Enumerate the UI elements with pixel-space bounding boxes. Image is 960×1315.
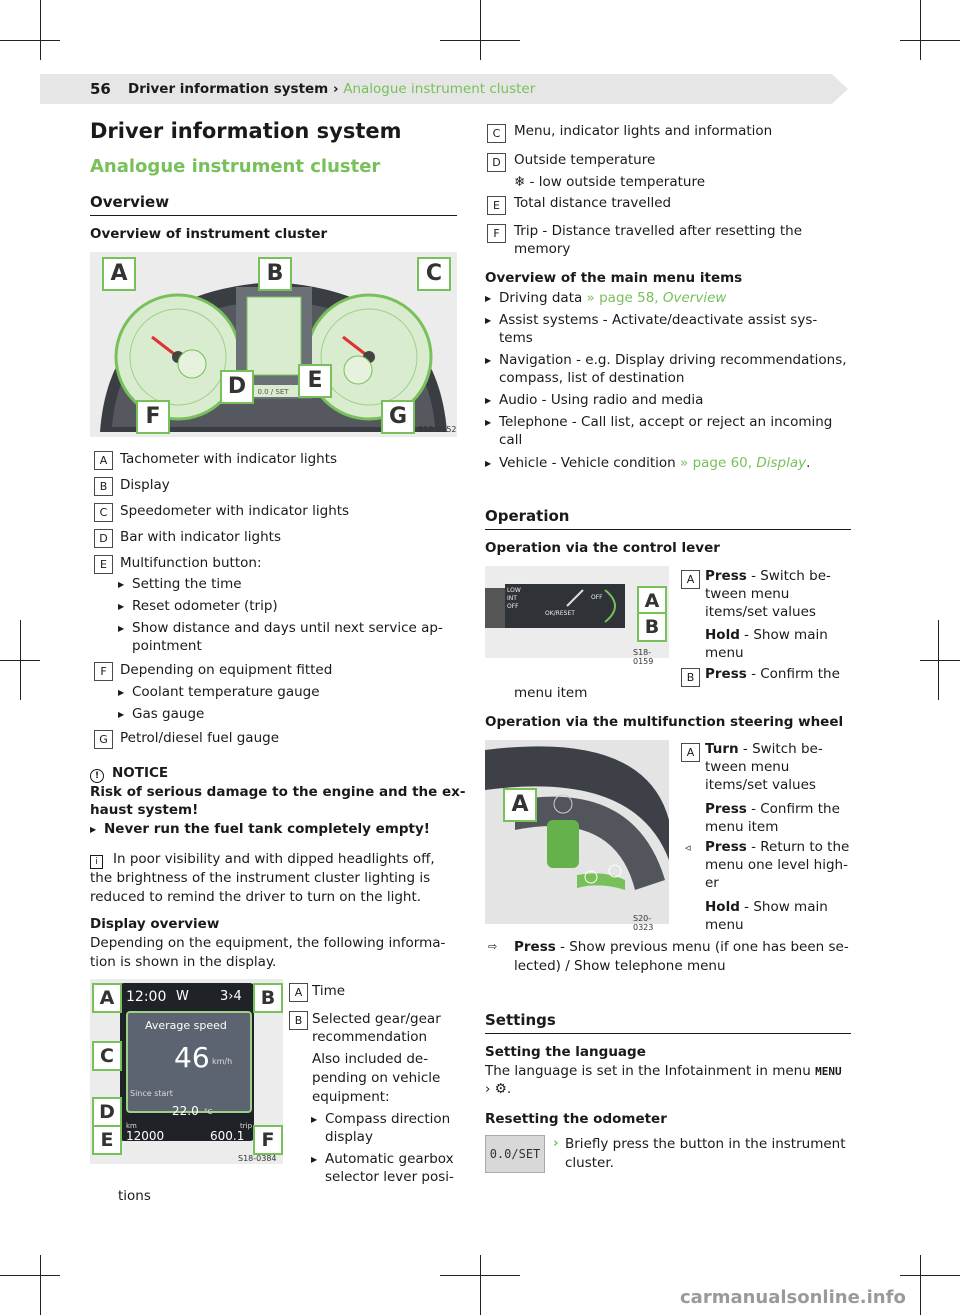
lever-label: HIGH — [507, 579, 523, 586]
legend-text-e: Total distance travelled — [514, 195, 672, 211]
legend-text-c: Speedometer with indicator lights — [120, 503, 350, 519]
menu-item-continued: tems — [499, 330, 533, 346]
display-image — [90, 979, 283, 1164]
legend-key-a: A — [94, 451, 113, 470]
breadcrumb-main[interactable]: Driver information system — [128, 81, 329, 97]
hold-label: Hold — [705, 627, 740, 643]
menu-item-label: Vehicle - Vehicle condition — [499, 455, 676, 471]
list-item: ▶ Coolant temperature gauge — [132, 683, 320, 702]
notice-icon: ! — [90, 769, 104, 783]
page-link[interactable]: » page 60, — [675, 455, 753, 471]
image-code: S18-0152 — [418, 425, 457, 434]
lever-b-tail: menu item — [514, 685, 588, 701]
wheel-turn-line: - Switch be- — [738, 741, 823, 757]
callout-d: D — [92, 1097, 122, 1127]
avg-speed-value: 46 — [174, 1041, 210, 1074]
callout-g: G — [381, 400, 415, 434]
watermark[interactable]: carmanualsonline.info — [680, 1287, 906, 1308]
language-heading: Setting the language — [485, 1044, 646, 1060]
wheel-turn-line: tween menu — [705, 759, 790, 775]
reset-button[interactable]: 0.0/SET — [485, 1135, 545, 1173]
list-item: ▶ Automatic gearbox — [325, 1150, 454, 1169]
phone-line: - Show previous menu (if one has been se- — [555, 939, 849, 955]
lever-hold-line: - Show main — [739, 627, 828, 643]
callout-d: D — [220, 370, 254, 404]
info-box — [90, 850, 435, 907]
wheel-back-line: er — [705, 875, 719, 891]
legend-key-b: B — [681, 668, 700, 687]
menu-item-end: . — [806, 455, 811, 471]
turn-label: Turn — [705, 741, 739, 757]
lever-a-line: items/set values — [705, 604, 816, 620]
lever-b-line: - Confirm the — [746, 666, 840, 682]
menu-item-label: Driving data — [499, 290, 583, 306]
list-item: ▶ Setting the time — [132, 575, 242, 594]
display-time: 12:00 — [126, 989, 167, 1005]
also-line: pending on vehicle — [312, 1070, 441, 1086]
legend-key-a: A — [681, 743, 700, 762]
legend-text-e: Multifunction button: — [120, 555, 262, 571]
lever-labels — [507, 579, 522, 611]
image-code: S18-0384 — [238, 1154, 277, 1163]
legend-text-a: Tachometer with indicator lights — [120, 451, 338, 467]
list-item: ▶ Show distance and days until next service ap- — [132, 619, 443, 638]
page-title: Driver information system — [90, 119, 402, 143]
list-item-continued: pointment — [132, 638, 202, 654]
settings-heading: Settings — [485, 1011, 851, 1034]
trip-label: trip — [240, 1122, 253, 1130]
menu-item-vehicle — [499, 454, 810, 473]
wheel-back-text — [705, 838, 849, 857]
legend-text-d: Outside temperature — [514, 152, 656, 168]
lever-hold-line: menu — [705, 645, 744, 661]
wheel-press-text — [705, 800, 840, 819]
legend-key-e: E — [94, 555, 113, 574]
display-gear: 3›4 — [220, 989, 242, 1004]
legend-text-g: Petrol/diesel fuel gauge — [120, 730, 280, 746]
display-overview-line: tion is shown in the display. — [90, 954, 277, 970]
section-title: Analogue instrument cluster — [90, 156, 381, 177]
outside-temp: 22.0 — [172, 1104, 199, 1118]
notice-box — [90, 764, 466, 819]
language-tail: › ⚙. — [485, 1081, 512, 1097]
legend-key-d: D — [94, 529, 113, 548]
odometer-heading: Resetting the odometer — [485, 1111, 667, 1127]
wheel-drawing — [485, 740, 669, 924]
legend-key-c: C — [487, 124, 506, 143]
language-line: The language is set in the Infotainment in menu — [485, 1063, 811, 1079]
compass-icon: W — [176, 989, 189, 1004]
legend-key-e: E — [487, 196, 506, 215]
gear-icon: ⚙ — [494, 1081, 507, 1097]
press-label: Press — [705, 666, 747, 682]
wheel-turn-text — [705, 740, 823, 759]
menu-button-label: MENU — [815, 1065, 842, 1078]
main-menu-heading: Overview of the main menu items — [485, 270, 743, 286]
lever-heading: Operation via the control lever — [485, 540, 720, 556]
cluster-readout: 0.0 / SET — [257, 388, 289, 396]
back-arrow-icon: ◃ — [685, 841, 691, 854]
operation-heading: Operation — [485, 507, 851, 530]
legend-text-c: Menu, indicator lights and information — [514, 123, 773, 139]
lever-a-line: - Switch be- — [746, 568, 831, 584]
list-item-continued: selector lever posi- — [325, 1169, 454, 1185]
notice-line: haust system! — [90, 802, 199, 818]
menu-item-telephone: ▶ Telephone - Call list, accept or reject an incoming — [499, 413, 832, 432]
odometer-value: 12000 — [126, 1129, 165, 1143]
overview-heading: Overview — [90, 193, 457, 216]
legend-text-d: Bar with indicator lights — [120, 529, 281, 545]
legend-key-f: F — [487, 224, 506, 243]
display-overview-heading: Display overview — [90, 916, 220, 932]
legend-key-d: D — [487, 153, 506, 172]
legend-key-b: B — [289, 1011, 308, 1030]
phone-line: lected) / Show telephone menu — [514, 958, 726, 974]
lever-label: OFF — [507, 603, 519, 610]
legend-key-f: F — [94, 662, 113, 681]
legend-key-b: B — [94, 477, 113, 496]
info-line: In poor visibility and with dipped headlights off, — [113, 851, 435, 867]
menu-item-continued: call — [499, 432, 523, 448]
notice-bullet: ▶ Never run the fuel tank completely empty! — [104, 820, 430, 839]
control-lever-image — [485, 566, 669, 666]
display-overview-line: Depending on the equipment, the following informa- — [90, 935, 446, 951]
wheel-turn-line: items/set values — [705, 777, 816, 793]
press-label: Press — [705, 801, 747, 817]
wheel-back-line: menu one level high- — [705, 857, 848, 873]
phone-icon: ⇨ — [488, 940, 498, 953]
odometer-line: cluster. — [565, 1155, 614, 1171]
lever-a-line: tween menu — [705, 586, 790, 602]
callout-b: B — [637, 612, 667, 642]
notice-title: NOTICE — [112, 765, 169, 781]
legend-text-f: Depending on equipment fitted — [120, 662, 333, 678]
breadcrumb-separator: › — [328, 81, 344, 97]
also-line: Also included de- — [312, 1051, 429, 1067]
wheel-hold-line: - Show main — [739, 899, 828, 915]
lever-label: INT — [507, 595, 517, 602]
km-label: km — [126, 1122, 137, 1130]
legend-key-a: A — [681, 570, 700, 589]
menu-item-navigation: ▶ Navigation - e.g. Display driving recommendations, — [499, 351, 847, 370]
lever-b-text — [705, 665, 840, 684]
image-code: S18-0159 — [633, 648, 654, 666]
callout-f: F — [136, 400, 170, 434]
list-item-continued: display — [325, 1129, 373, 1145]
legend-key-g: G — [94, 730, 113, 749]
notice-line: Risk of serious damage to the engine and the ex- — [90, 784, 466, 800]
wheel-back-line: - Return to the — [746, 839, 850, 855]
list-item: ▶ Gas gauge — [132, 705, 204, 724]
callout-e: E — [298, 364, 332, 398]
phone-text — [514, 938, 849, 957]
breadcrumb — [128, 81, 535, 97]
instrument-cluster-image — [90, 252, 457, 437]
lever-ok-reset: OK/RESET — [545, 610, 575, 617]
page-number: 56 — [90, 80, 111, 98]
also-line: equipment: — [312, 1089, 390, 1105]
callout-a: A — [637, 586, 667, 616]
page-link[interactable]: » page 58, — [582, 290, 659, 306]
callout-a: A — [102, 257, 136, 291]
language-text — [485, 1062, 842, 1081]
wheel-press-line: menu item — [705, 819, 779, 835]
press-label: Press — [705, 568, 747, 584]
press-label: Press — [705, 839, 747, 855]
wheel-press-line: - Confirm the — [746, 801, 840, 817]
lever-off: OFF — [591, 594, 603, 601]
legend-text-a: Time — [312, 983, 346, 999]
callout-f: F — [253, 1125, 283, 1155]
callout-b: B — [258, 257, 292, 291]
list-item: ▶ Compass direction — [325, 1110, 450, 1129]
since-start-label: Since start — [130, 1089, 173, 1098]
callout-c: C — [417, 257, 451, 291]
language-sep: › — [485, 1081, 491, 1097]
steering-wheel-image — [485, 740, 669, 932]
menu-item-continued: compass, list of destination — [499, 370, 685, 386]
avg-speed-label: Average speed — [145, 1019, 227, 1032]
display-overview — [90, 915, 445, 972]
legend-key-c: C — [94, 503, 113, 522]
list-item-tail: tions — [118, 1188, 151, 1204]
callout-a: A — [503, 788, 537, 822]
overview-subheading: Overview of instrument cluster — [90, 226, 328, 242]
wheel-hold-text — [705, 898, 828, 917]
callout-a: A — [92, 983, 122, 1013]
trip-value: 600.1 — [210, 1129, 245, 1143]
legend-text-d-continued: ❄ - low outside temperature — [514, 174, 706, 190]
list-item: ▶ Reset odometer (trip) — [132, 597, 278, 616]
info-icon: i — [90, 855, 103, 869]
breadcrumb-sub[interactable]: Analogue instrument cluster — [343, 81, 536, 97]
legend-text-b: Selected gear/gear — [312, 1011, 441, 1027]
callout-c: C — [92, 1041, 122, 1071]
lever-a-text — [705, 567, 831, 586]
menu-item-assist: ▶ Assist systems - Activate/deactivate assist sys- — [499, 311, 817, 330]
callout-e: E — [92, 1125, 122, 1155]
info-line: the brightness of the instrument cluster lighting is — [90, 870, 431, 886]
wheel-heading: Operation via the multifunction steering wheel — [485, 714, 844, 730]
odometer-line: Briefly press the button in the instrument — [565, 1136, 846, 1152]
menu-item-driving — [499, 289, 726, 308]
legend-key-a: A — [289, 983, 308, 1002]
wheel-hold-line: menu — [705, 917, 744, 933]
page-link[interactable]: Display — [752, 455, 807, 471]
info-line: reduced to remind the driver to turn on the light. — [90, 889, 422, 905]
temp-unit: °C — [204, 1108, 213, 1116]
legend-text-b-continued: recommendation — [312, 1029, 428, 1045]
avg-speed-unit: km/h — [212, 1057, 233, 1066]
menu-item-audio: ▶ Audio - Using radio and media — [499, 391, 703, 410]
hold-label: Hold — [705, 899, 740, 915]
page-link[interactable]: Overview — [658, 290, 727, 306]
image-code: S20-0323 — [633, 914, 654, 932]
lever-hold-text — [705, 626, 828, 645]
callout-b: B — [253, 983, 283, 1013]
legend-text-f-continued: memory — [514, 241, 571, 257]
press-label: Press — [514, 939, 556, 955]
legend-text-f: Trip - Distance travelled after resetting the — [514, 223, 803, 239]
lever-label: LOW — [507, 587, 521, 594]
legend-text-b: Display — [120, 477, 170, 493]
step-icon: › — [553, 1135, 559, 1151]
